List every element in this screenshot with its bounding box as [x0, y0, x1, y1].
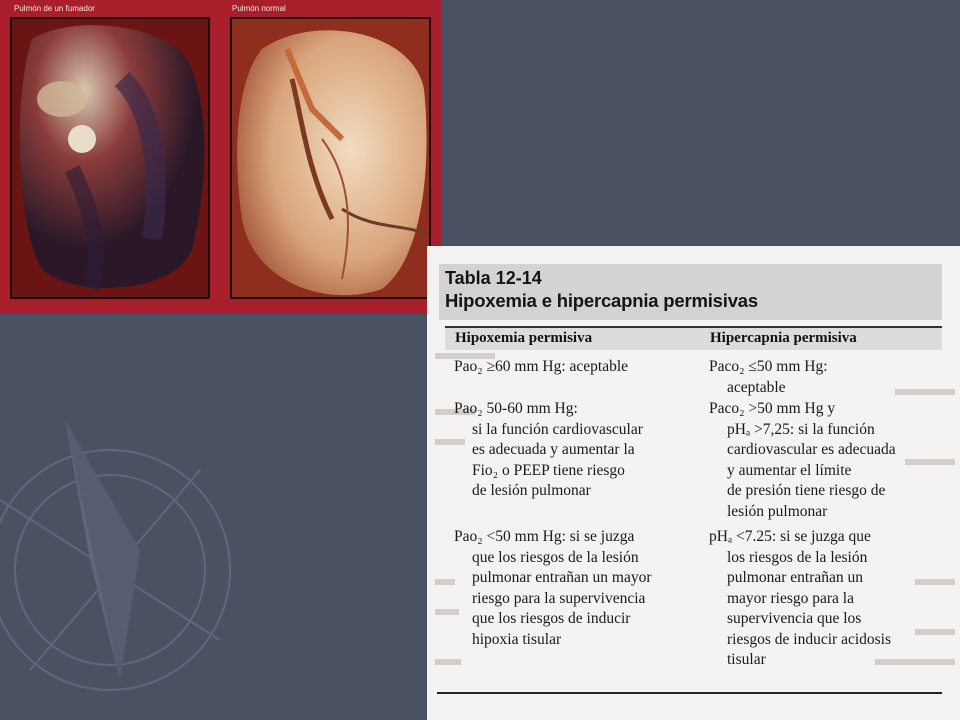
smoker-lung-label: Pulmón de un fumador — [14, 4, 95, 13]
column-header-hipoxemia: Hipoxemia permisiva — [455, 330, 593, 346]
column-header-hipercapnia: Hipercapnia permisiva — [710, 330, 857, 346]
table-line: que los riesgos de la lesión — [472, 548, 639, 566]
table-line: pHₐ >7,25: si la función — [727, 420, 875, 438]
table-line: hipoxia tisular — [472, 630, 562, 648]
right-cell-1 — [709, 357, 828, 398]
table-title: Hipoxemia e hipercapnia permisivas — [445, 290, 758, 311]
table-line: de lesión pulmonar — [472, 482, 591, 499]
table-bottom-rule — [437, 692, 942, 694]
table-line: mayor riesgo para la — [727, 589, 854, 607]
lung-photos-panel — [0, 0, 441, 314]
normal-lung-photo — [230, 17, 431, 299]
table-line: Paco₂ >50 mm Hg y — [709, 400, 836, 417]
right-cell-3 — [709, 527, 891, 671]
left-cell-3 — [454, 527, 651, 650]
smoker-lung-photo — [10, 17, 210, 299]
table-line: es adecuada y aumentar la — [472, 441, 635, 458]
compass-watermark — [0, 380, 320, 720]
table-line: Pao₂ <50 mm Hg: si se juzga — [454, 528, 635, 545]
scanned-table-page — [427, 246, 960, 720]
table-line: Pao₂ ≥60 mm Hg: aceptable — [454, 358, 629, 375]
table-line: tisular — [727, 651, 766, 668]
table-line: Paco₂ ≤50 mm Hg: — [709, 358, 828, 375]
table-line: si la función cardiovascular — [472, 420, 643, 438]
table-line: cardiovascular es adecuada — [727, 441, 896, 458]
table-line: pHₐ <7.25: si se juzga que — [709, 528, 871, 545]
right-cell-2 — [709, 399, 896, 522]
table-line: Fio₂ o PEEP tiene riesgo — [472, 461, 625, 479]
table-line: los riesgos de la lesión — [727, 548, 868, 566]
table-line: riesgos de inducir acidosis — [727, 630, 892, 648]
table-line: de presión tiene riesgo de — [727, 482, 886, 499]
left-cell-2 — [454, 399, 643, 502]
table-line: que los riesgos de inducir — [472, 610, 631, 627]
table-line: pulmonar entrañan un — [727, 569, 864, 586]
table-number: Tabla 12-14 — [445, 268, 542, 288]
left-cell-1 — [454, 357, 628, 378]
table-line: supervivencia que los — [727, 610, 862, 627]
table-line: Pao₂ 50-60 mm Hg: — [454, 400, 578, 417]
normal-lung-label: Pulmón normal — [232, 4, 286, 13]
table-line: aceptable — [727, 378, 786, 396]
table-line: pulmonar entrañan un mayor — [472, 569, 652, 586]
table-line: y aumentar el límite — [727, 461, 852, 479]
table-line: lesión pulmonar — [727, 502, 828, 520]
table-line: riesgo para la supervivencia — [472, 589, 646, 607]
